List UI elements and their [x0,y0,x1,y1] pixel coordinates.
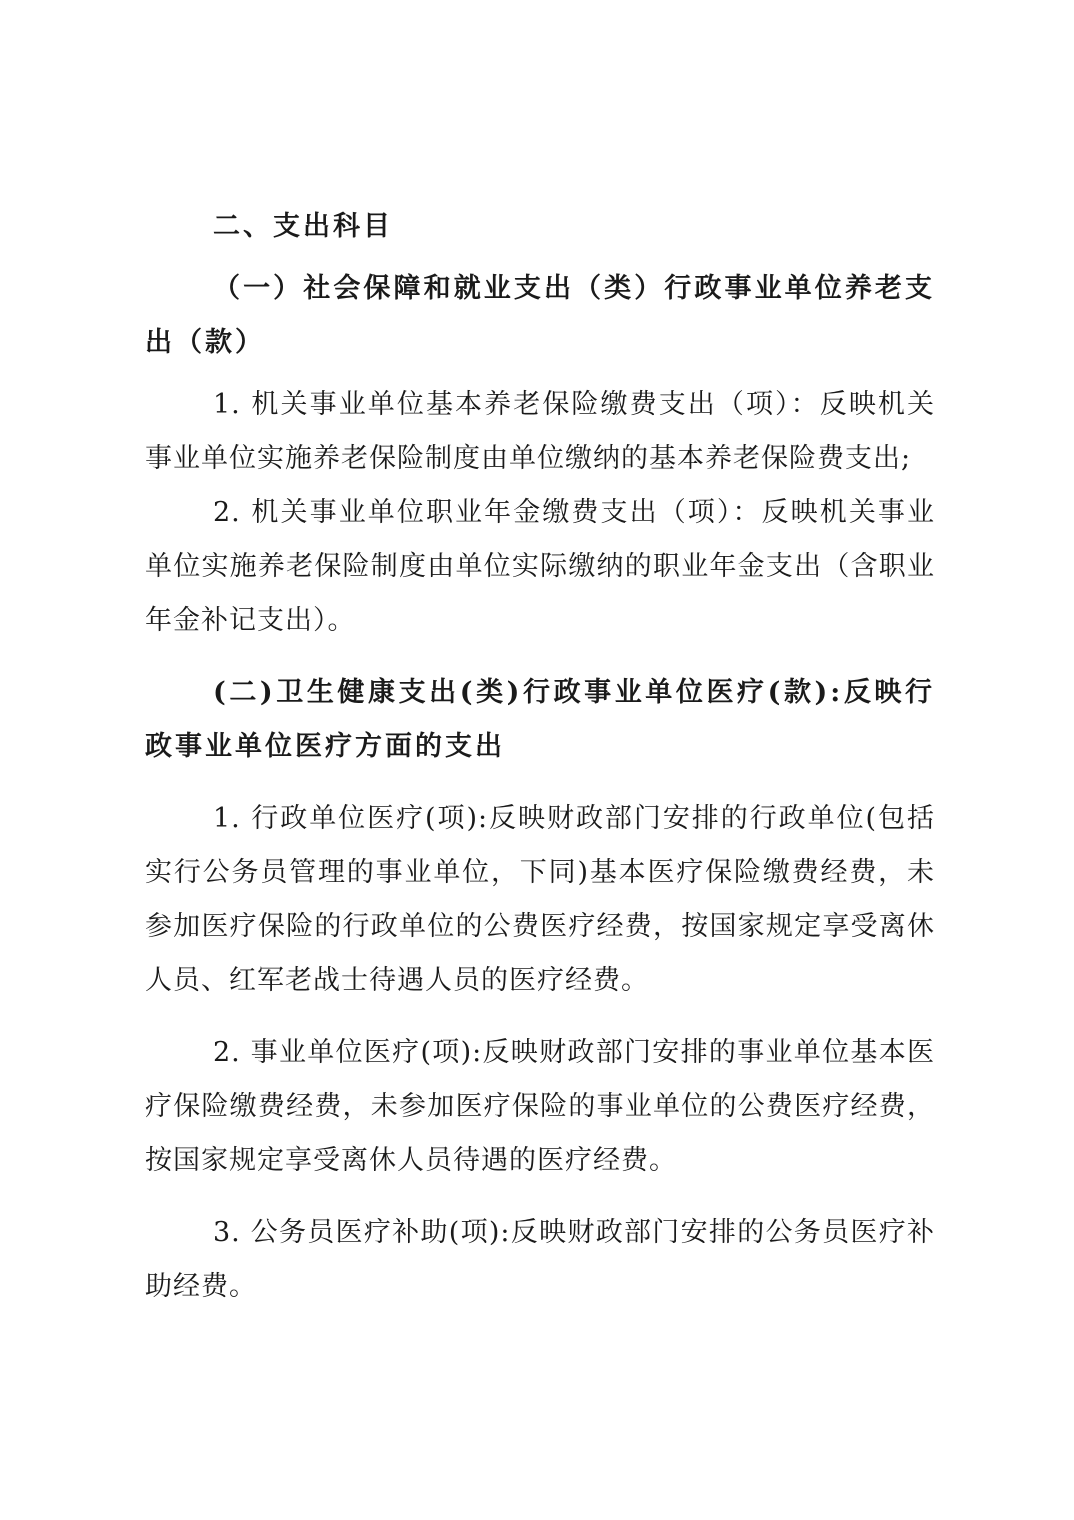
document-body [145,200,935,1314]
subsection-1-title: （一）社会保障和就业支出（类）行政事业单位养老支出（款） [145,273,935,358]
section-title: 二、支出科目 [213,211,393,242]
subsection-1-item-1: 1. 机关事业单位基本养老保险缴费支出（项）：反映机关事业单位实施养老保险制度由单位缴纳的基本养老保险费支出; [145,389,935,474]
subsection-2-item-3: 3. 公务员医疗补助(项):反映财政部门安排的公务员医疗补助经费。 [145,1217,935,1302]
subsection-1-item-2: 2. 机关事业单位职业年金缴费支出（项）：反映机关事业单位实施养老保险制度由单位实际缴纳的职业年金支出（含职业年金补记支出）。 [145,497,935,636]
subsection-2-item-2: 2. 事业单位医疗(项):反映财政部门安排的事业单位基本医疗保险缴费经费，未参加医疗保险的事业单位的公费医疗经费，按国家规定享受离休人员待遇的医疗经费。 [145,1037,935,1176]
subsection-2-item-1: 1. 行政单位医疗(项):反映财政部门安排的行政单位(包括实行公务员管理的事业单位，下同)基本医疗保险缴费经费，未参加医疗保险的行政单位的公费医疗经费，按国家规定享受离休人员、红军老战士待遇人员的医疗经费。 [145,803,935,996]
subsection-2-title: (二)卫生健康支出(类)行政事业单位医疗(款):反映行政事业单位医疗方面的支出 [145,677,935,762]
